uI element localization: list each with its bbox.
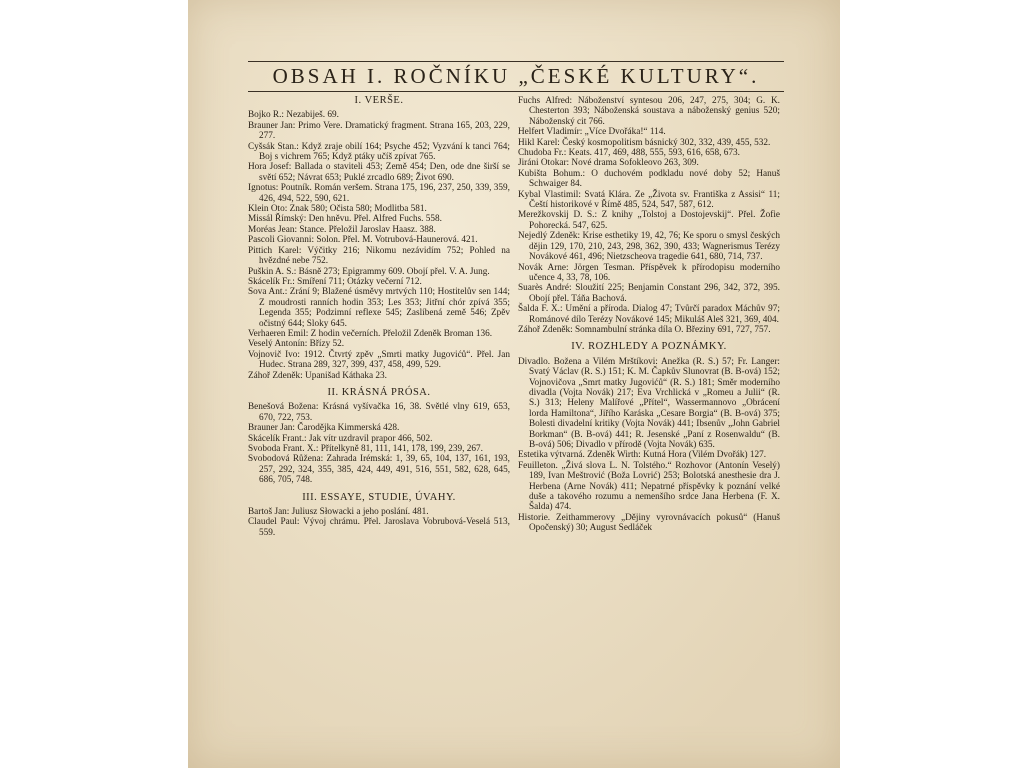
index-entry: Benešová Božena: Krásná vyšívačka 16, 38. Světlé vlny 619, 653, 670, 722, 753. (248, 402, 510, 423)
index-entry: Bartoš Jan: Juliusz Słowacki a jeho poslání. 481. (248, 507, 429, 518)
index-entry: Svoboda Frant. X.: Přítelkyně 81, 111, 141, 178, 199, 239, 267. (248, 444, 483, 454)
index-entry: Hora Josef: Ballada o staviteli 453; Země 454; Den, ode dne širší se světí 652; Návrat 653; Puklé zrcadlo 689; Život 690. (248, 162, 510, 183)
index-entry: Jiráni Otokar: Nové drama Sofokleovo 263, 309. (518, 158, 699, 169)
index-entry: Merežkovskij D. S.: Z knihy „Tolstoj a Dostojevskij“. Přel. Žofie Pohorecká. 547, 625. (518, 210, 780, 231)
index-entry: Klein Oto: Znak 580; Očista 580; Modlitba 581. (248, 204, 427, 215)
index-entry: Bojko R.: Nezabiješ. 69. (248, 110, 339, 121)
index-entry: Novák Arne: Jörgen Tesman. Příspěvek k přírodopisu moderního učence 4, 33, 78, 106. (518, 262, 780, 283)
index-entry: Vojnovič Ivo: 1912. Čtvrtý zpěv „Smrti matky Jugovićů“. Přel. Jan Hudec. Strana 289, 327, 399, 437, 458, 499, 529. (248, 349, 510, 371)
index-entry: Verhaeren Emil: Z hodin večerních. Přeložil Zdeněk Broman 136. (248, 328, 493, 339)
index-entry: Moréas Jean: Stance. Přeložil Jaroslav Haasz. 388. (248, 224, 436, 235)
index-entry: Brauner Jan: Čarodějka Kimmerská 428. (248, 423, 400, 434)
index-entry: Missál Římský: Den hněvu. Přel. Alfred Fuchs. 558. (248, 214, 442, 225)
index-entry: Kybal Vlastimil: Svatá Klára. Ze „Života sv. Františka z Assisi“ 11; Čeští historikové v Římě 485, 524, 547, 587, 612. (518, 189, 780, 211)
index-entry: Ignotus: Poutník. Román veršem. Strana 175, 196, 237, 250, 339, 359, 426, 494, 522, 590, 621. (248, 183, 510, 204)
title-rule-bottom (248, 91, 784, 92)
index-entry: Brauner Jan: Primo Vere. Dramatický fragment. Strana 165, 203, 229, 277. (248, 120, 510, 142)
index-entry: Helfert Vladimír: „Více Dvořáka!“ 114. (518, 127, 666, 138)
index-entry: Suarès André: Sloužití 225; Benjamin Constant 296, 342, 372, 395. Obojí přel. Táňa Bachová. (518, 283, 780, 304)
index-entry: Skácelík Frant.: Jak vítr uzdravil prapor 466, 502. (248, 433, 433, 444)
index-column-right (518, 96, 780, 534)
index-entry: Hikl Karel: Český kosmopolitism básnický 302, 332, 439, 455, 532. (518, 137, 771, 148)
book-page (188, 0, 840, 768)
section-heading: I. VERŠE. (354, 95, 404, 106)
index-entry: Pittich Karel: Výčitky 216; Nikomu nezávidím 752; Pohled na hvězdné nebe 752. (248, 245, 510, 267)
index-entry: Kubišta Bohum.: O duchovém podkladu nové doby 52; Hanuš Schwaiger 84. (518, 168, 780, 190)
index-entry: Historie. Zeithammerovy „Dějiny vyrovnávacích pokusů“ (Hanuš Opočenský) 30; August Sedláček (518, 512, 780, 534)
section-heading: II. KRÁSNÁ PRÓSA. (327, 386, 431, 398)
index-entry: Estetika výtvarná. Zdeněk Wirth: Kutná Hora (Vilém Dvořák) 127. (518, 450, 767, 461)
index-entry: Divadlo. Božena a Vilém Mrštíkovi: Anežka (R. S.) 57; Fr. Langer: Svatý Václav (R. S.) 151; K. M. Čapkův Slunovrat (B. B-ová) 152; Vojnovičova „Smrt matky Jugovićů“ (R. S.) 181; Směr moderního divadla (Vojta Novák) 217; Eva Vrchlická v „Romeu a Julii“ (R. S.) 313; Heleny Malířové „Přítel“, Wassermannovo „Obrácení lorda Hamiltona“, Jiřího Karáska „Cesare Borgia“ (B. B-ová) 375; Bolesti divadelní kritiky (Vojta Novák) 441; Ibsenův „John Gabriel Borkman“ (B. B-ová) 441; R. Jesenské „Paní z Rosenwaldu“ (B. B-ová) 506; Divadlo v přírodě (Vojta Novák) 635. (518, 356, 780, 450)
page-title: OBSAH I. ROČNÍKU „ČESKÉ KULTURY“. (272, 63, 760, 88)
section-heading: IV. ROZHLEDY A POZNÁMKY. (571, 341, 727, 353)
index-column-left (248, 96, 510, 538)
index-entry: Svobodová Růžena: Zahrada Irémská: 1, 39, 65, 104, 137, 161, 193, 257, 292, 324, 355, 385, 424, 449, 491, 516, 551, 582, 628, 645, 686, 705, 748. (248, 454, 510, 486)
index-entry: Claudel Paul: Vývoj chrámu. Přel. Jaroslava Vobrubová-Veselá 513, 559. (248, 517, 510, 538)
index-entry: Feuilleton. „Živá slova L. N. Tolstého.“ Rozhovor (Antonín Veselý) 189, Ivan Meštrović (Boža Lovrić) 253; Bolotská anesthesie dra J. Herbena (Arne Novák) 411; Nepatrné příspěvky k poznání velké duše a takového rozumu a nemenšího srdce Jana Herbena (F. X. Šalda) 474. (518, 460, 780, 513)
index-entry: Záhoř Zdeněk: Somnambulní stránka díla O. Březiny 691, 727, 757. (518, 324, 771, 335)
index-entry: Skácelík Fr.: Smíření 711; Otázky večerní 712. (248, 276, 422, 287)
index-entry: Chudoba Fr.: Keats. 417, 469, 488, 555, 593, 616, 658, 673. (518, 148, 740, 159)
index-entry: Cyšsák Stan.: Když zraje obilí 164; Psyche 452; Vyzvání k tanci 764; Boj s vichrem 765; Když ptáky učíš zpívat 765. (248, 141, 510, 163)
index-entry: Šalda F. X.: Umění a příroda. Dialog 47; Tvůrčí paradox Máchův 97; Románové dílo Terézy Novákové 145; Mikuláš Aleš 321, 369, 404. (518, 304, 780, 325)
index-entry: Pascoli Giovanni: Solon. Přel. M. Votrubová-Haunerová. 421. (248, 235, 478, 246)
index-entry: Fuchs Alfred: Náboženství syntesou 206, 247, 275, 304; G. K. Chesterton 393; Náboženská soustava a náboženský genius 520; Náboženský cit 766. (518, 96, 780, 127)
index-entry: Puškin A. S.: Básně 273; Epigrammy 609. Obojí přel. V. A. Jung. (248, 266, 490, 277)
section-heading: III. ESSAYE, STUDIE, ÚVAHY. (302, 491, 456, 503)
index-entry: Záhoř Zdeněk: Upanišad Káthaka 23. (248, 370, 387, 381)
index-entry: Veselý Antonín: Břízy 52. (248, 339, 345, 350)
index-entry: Sova Ant.: Zrání 9; Blažené úsměvy mrtvých 110; Hostitelův sen 144; Z moudrosti ranních hodin 353; Les 353; Jitřní chór zpívá 355; Legenda 355; Podzimní reflexe 545; Zaslíbená země 546; Zpěv očistný 644; Sloky 645. (248, 287, 510, 329)
index-entry: Nejedlý Zdeněk: Krise esthetiky 19, 42, 76; Ke sporu o smysl českých dějin 129, 170, 210, 243, 298, 362, 390, 433; Wagnerismus Terézy Novákové 461, 496; Nietzscheova tragedie 641, 680, 714, 737. (518, 231, 780, 263)
